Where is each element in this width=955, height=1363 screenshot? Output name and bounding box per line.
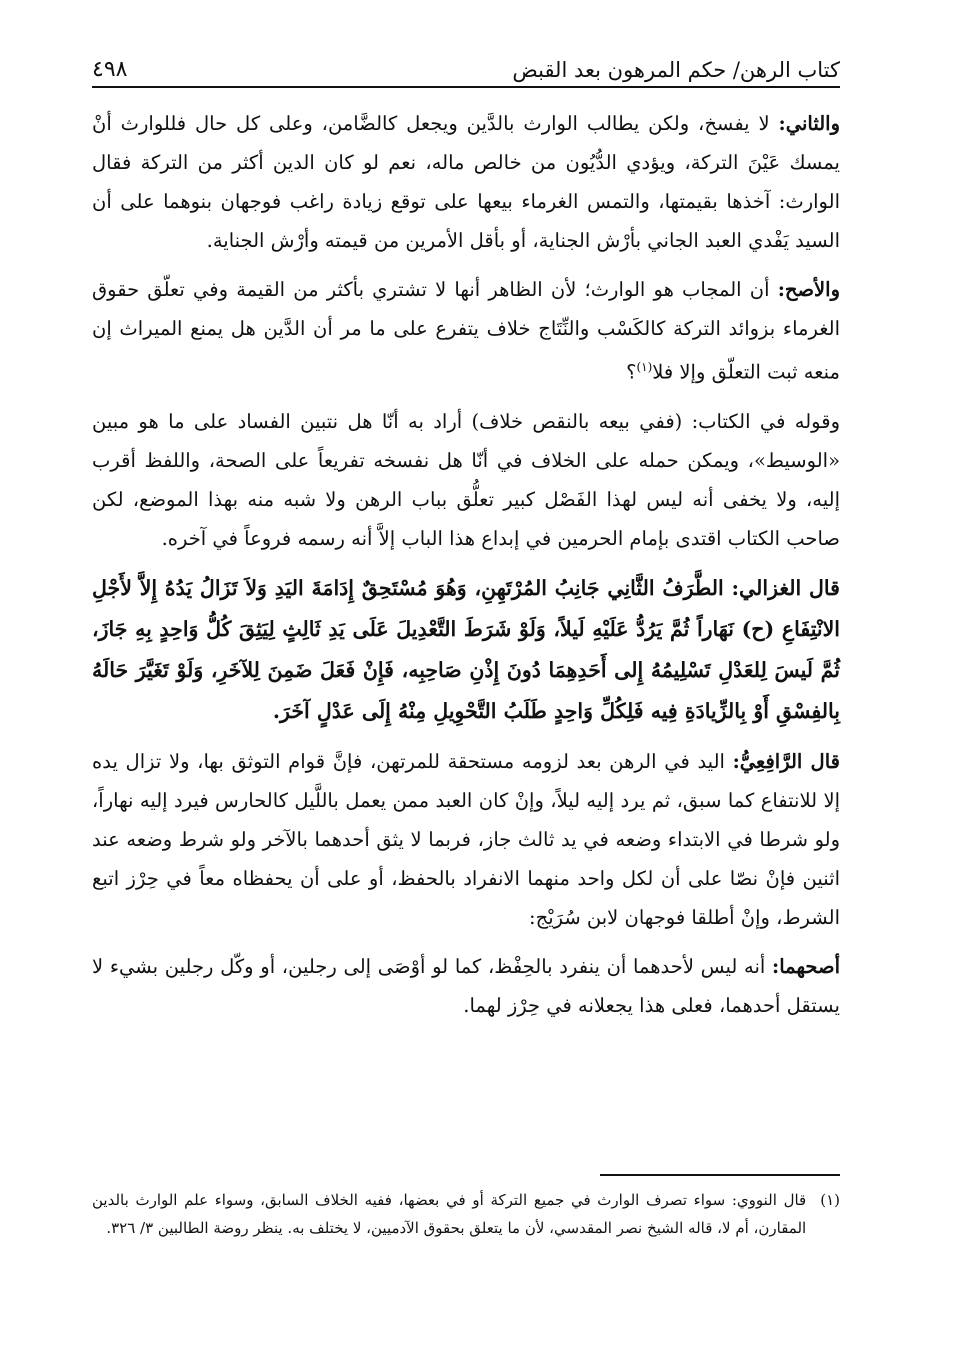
paragraph-text: أن المجاب هو الوارث؛ لأن الظاهر أنها لا تشتري بأكثر من القيمة وفي تعلّق حقوق الغرماء بزوائد التركة كالكَسْب والنِّتَاج خلاف يتفرع على ما مر أن الدَّين هل يمنع الميراث إن منعه ثبت التعلّق وإلا فلا bbox=[92, 278, 840, 384]
paragraph-tail: ؟ bbox=[626, 360, 637, 384]
book-page bbox=[92, 28, 840, 1338]
paragraph-lead: أصحهما: bbox=[772, 954, 840, 978]
paragraph-lead: والثاني: bbox=[778, 112, 840, 135]
header-rule bbox=[92, 86, 840, 88]
paragraph-most-correct bbox=[92, 270, 840, 392]
paragraph-most-correct-two bbox=[92, 947, 840, 1025]
paragraph-text: الطَّرَفُ الثَّانِي جَانِبُ المُرْتَهِنِ، وَهُوَ مُسْتَحِقٌ إِدَامَةَ اليَدِ وَلاَ تَزَالُ يَدُهُ إِلاَّ لأَجْلِ الانْتِفَاعِ (ح) نَهَاراً ثُمَّ يَرُدُّ عَلَيْهِ لَيلاً، وَلَوْ شَرَطَ التَّعْدِيلَ عَلَى يَدِ ثَالِثٍ لِيَثِقَ كُلُّ وَاحِدٍ بِهِ جَازَ، ثُمَّ لَيسَ لِلعَدْلِ تَسْلِيمُهُ إِلى أَحَدِهِمَا دُونَ إِذْنِ صَاحِبِه، فَإِنْ فَعَلَ ضَمِنَ لِلآخَرِ، وَلَوْ تَغَيَّرَ حَالَهُ بِالفِسْقِ أَوْ بِالزِّيادَةِ فِيه فَلِكُلِّ وَاحِدٍ طَلَبُ التَّحْوِيلِ مِنْهُ إِلَى عَدْلٍ آخَرَ. bbox=[92, 575, 840, 723]
footnote bbox=[92, 1186, 840, 1242]
paragraph-ghazali bbox=[92, 568, 840, 732]
page-header bbox=[92, 46, 840, 82]
page-body bbox=[92, 104, 840, 1035]
paragraph-text: أنه ليس لأحدهما أن ينفرد بالحِفْظ، كما لو أوْصَى إلى رجلين، أو وكّل رجلين بشيء لا يستقل أحدهما، فعلى هذا يجعلانه في حِرْز لهما. bbox=[92, 954, 840, 1017]
paragraph-lead: والأصح: bbox=[777, 278, 840, 301]
paragraph-book-remark bbox=[92, 402, 840, 558]
page-number: ٤٩٨ bbox=[92, 57, 128, 82]
footnote-text: قال النووي: سواء تصرف الوارث في جميع التركة أو في بعضها، ففيه الخلاف السابق، وسواء علم الوارث بالدين المقارن، أم لا، قاله الشيخ نصر المقدسي، لأن ما يتعلق بحقوق الآدميين، لا يختلف به. ينظر روضة الطالبين ٣/ ٣٢٦. bbox=[92, 1191, 807, 1237]
paragraph-rafii bbox=[92, 742, 840, 937]
paragraph-lead: قال الرَّافِعِيُّ: bbox=[732, 749, 840, 773]
running-title: كتاب الرهن/ حكم المرهون بعد القبض bbox=[512, 58, 840, 82]
paragraph-second-view bbox=[92, 104, 840, 260]
footnote-rule bbox=[600, 1174, 840, 1176]
paragraph-text: لا يفسخ، ولكن يطالب الوارث بالدَّين ويجعل كالضَّامن، وعلى كل حال فللوارث أنْ يمسك عَيْنَ التركة، ويؤدي الدُّيُون من خالص ماله، نعم لو كان الدين أكثر من التركة فقال الوارث: آخذها بقيمتها، والتمس الغرماء بيعها على توقع زيادة راغب فوجهان بنوهما على أن السيد يَفْدي العبد الجاني بأرْش الجناية، أو بأقل الأمرين من قيمته وأرْش الجناية. bbox=[92, 112, 840, 252]
paragraph-lead: قال الغزالي: bbox=[731, 575, 840, 600]
footnote-number: (١) bbox=[820, 1191, 840, 1209]
paragraph-text: اليد في الرهن بعد لزومه مستحقة للمرتهن، فإنَّ قوام التوثق بها، ولا تزال يده إلا للانتفاع كما سبق، ثم يرد إليه ليلاً، وإنْ كان العبد ممن يعمل باللَّيل كالحارس فيرد إليه نهاراً، ولو شرطا في الابتداء وضعه في يد ثالث جاز، فربما لا يثق أحدهما بالآخر ولو شرط وضعه عند اثنين فإنْ نصّا على أن لكل واحد منهما الانفراد بالحفظ، أو على أن يحفظاه معاً في حِرْز اتبع الشرط، وإنْ أطلقا فوجهان لابن سُرَيْج: bbox=[92, 749, 840, 929]
paragraph-text: وقوله في الكتاب: (ففي بيعه بالنقص خلاف) أراد به أنّا هل نتبين الفساد على ما هو مبين «الوسيط»، ويمكن حمله على الخلاف في أنّا هل نفسخه تفريعاً على الصحة، واللفظ أقرب إليه، ولا يخفى أنه ليس لهذا الفَصْل كبير تعلُّق بباب الرهن ولا شبه منه بهذا الموضع، لكن صاحب الكتاب اقتدى بإمام الحرمين في إبداع هذا الباب إلاَّ أنه رسمه فروعاً في آخره. bbox=[92, 409, 840, 550]
footnote-reference[interactable]: (١) bbox=[636, 360, 653, 374]
